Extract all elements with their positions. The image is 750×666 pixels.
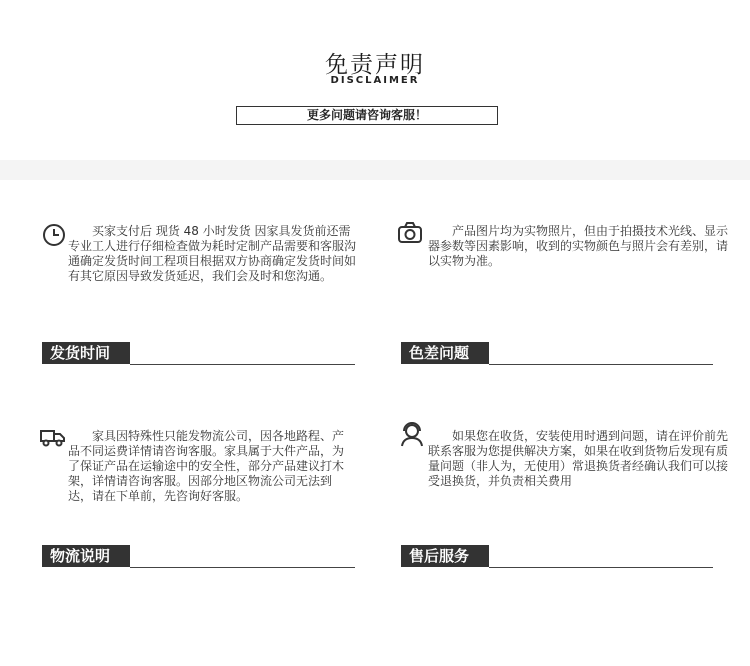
page-title: 免责声明 bbox=[325, 52, 425, 78]
customer-service-icon bbox=[398, 420, 426, 448]
logistics-divider bbox=[130, 567, 355, 568]
after-sales-text: 如果您在收货，安装使用时遇到问题，请在评价前先联系客服为您提供解决方案，如果在收到货物后发现有质量问题（非人为，无使用）常退换货者经确认我们可以接受退换货，并负责相关费用 bbox=[428, 429, 729, 488]
shipping-time-divider bbox=[130, 364, 355, 365]
clock-icon bbox=[41, 221, 69, 249]
shipping-time-text: 买家支付后 现货 48 小时发货 因家具发货前还需专业工人进行仔细检查做为耗时定制产品需要和客服沟通确定发货时间工程项目根据双方协商确定发货时间如有其它原因导致发货延迟，我们会及时和您沟通。 bbox=[68, 224, 357, 283]
shipping-time-label: 发货时间 bbox=[42, 342, 130, 364]
logistics-text: 家具因特殊性只能发物流公司，因各地路程、产品不同运费详情请咨询客服。家具属于大件产品，为了保证产品在运输途中的安全性，部分产品建议打木架，详情请咨询客服。因部分地区物流公司无法到达，请在下单前，先咨询好客服。 bbox=[68, 429, 345, 503]
disclaimer-card bbox=[0, 180, 750, 666]
color-difference-text: 产品图片均为实物照片，但由于拍摄技术光线、显示器参数等因素影响，收到的实物颜色与照片会有差别，请以实物为准。 bbox=[428, 224, 729, 268]
color-difference-label: 色差问题 bbox=[401, 342, 489, 364]
camera-icon bbox=[396, 219, 424, 247]
after-sales-label: 售后服务 bbox=[401, 545, 489, 567]
color-difference-divider bbox=[489, 364, 713, 365]
logistics-label: 物流说明 bbox=[42, 545, 130, 567]
notice-banner: 更多问题请咨询客服！ bbox=[236, 106, 498, 125]
truck-icon bbox=[39, 422, 67, 450]
page-subtitle: DISCLAIMER bbox=[330, 75, 420, 86]
after-sales-divider bbox=[489, 567, 713, 568]
